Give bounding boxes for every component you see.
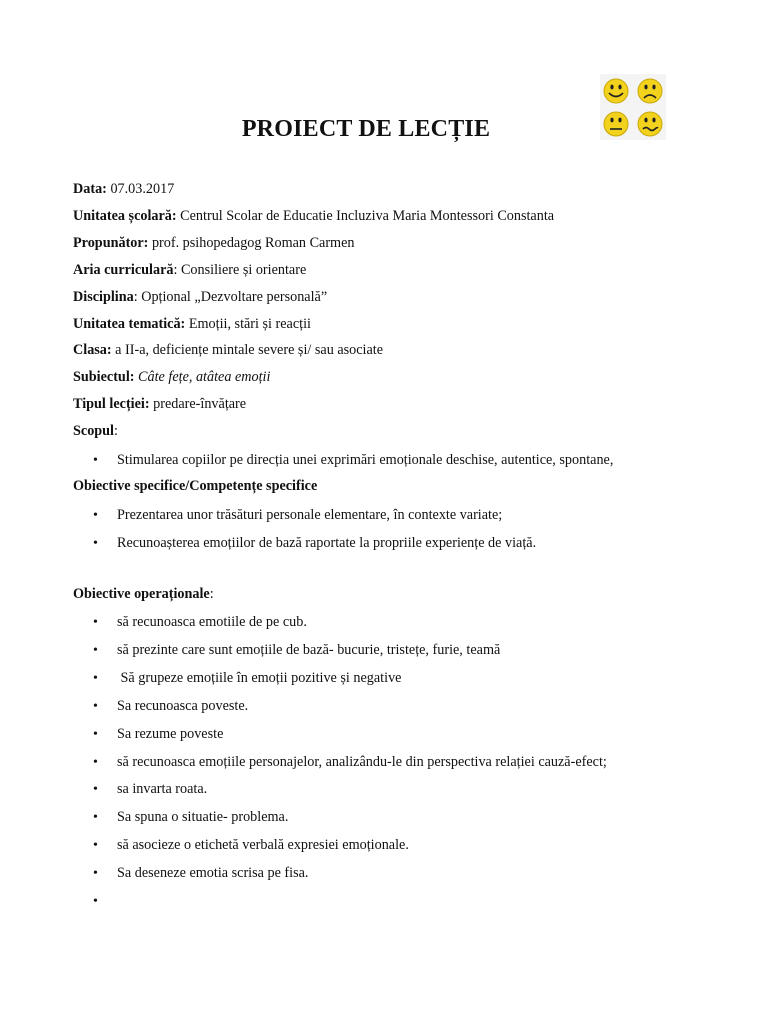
list-item: • să recunoasca emoțiile personajelor, analizându-le din perspectiva relației cauză-efect; [93, 754, 607, 770]
field-value: a II-a, deficiențe mintale severe și/ sau asociate [111, 342, 384, 358]
field-label: Subiectul: [73, 369, 135, 385]
field-value: Emoții, stări și reacții [185, 316, 311, 332]
bullet-icon: • [93, 671, 98, 686]
field-label: Tipul lecției: [73, 396, 150, 412]
bullet-icon: • [93, 755, 98, 770]
field-value: 07.03.2017 [106, 181, 175, 197]
field-scopul [73, 422, 118, 440]
field-clasa [73, 341, 383, 359]
list-item: • să recunoasca emotiile de pe cub. [93, 614, 307, 630]
field-value: : [114, 423, 118, 439]
list-item: • Sa deseneze emotia scrisa pe fisa. [93, 865, 309, 881]
list-item: • Prezentarea unor trăsături personale elementare, în contexte variate; [93, 507, 503, 523]
field-aria-curriculara [73, 261, 306, 279]
bullet-icon: • [93, 782, 98, 797]
bullet-icon: • [93, 508, 98, 523]
field-label: Scopul [73, 423, 115, 439]
bullet-icon: • [93, 866, 98, 881]
field-label: Clasa: [73, 342, 112, 358]
field-data [73, 180, 174, 198]
bullet-icon: • [93, 615, 98, 630]
field-label: Unitatea școlară: [73, 208, 177, 224]
list-item: • Stimularea copiilor pe direcția unei exprimări emoționale deschise, autentice, spontane, [93, 452, 614, 468]
list-item: • sa invarta roata. [93, 781, 208, 797]
bullet-icon: • [93, 643, 98, 658]
obiective-operationale-heading: Obiective operaționale: [73, 586, 214, 602]
field-unitatea-scolara [73, 207, 554, 225]
field-label: Disciplina [73, 289, 134, 305]
field-value: Câte fețe, atâtea emoții [134, 369, 271, 385]
bullet-icon: • [93, 838, 98, 853]
list-item: • Recunoașterea emoțiilor de bază raportate la propriile experiențe de viață. [93, 535, 537, 551]
bullet-icon: • [93, 894, 98, 909]
bullet-icon: • [93, 810, 98, 825]
list-item [93, 892, 117, 911]
list-item: • Sa recunoasca poveste. [93, 698, 249, 714]
bullet-icon: • [93, 536, 98, 551]
field-value: Centrul Scolar de Educatie Incluziva Maria Montessori Constanta [176, 208, 555, 224]
bullet-icon: • [93, 699, 98, 714]
bullet-icon: • [93, 727, 98, 742]
field-label: Aria curriculară [73, 262, 174, 278]
list-item: • Sa spuna o situatie- problema. [93, 809, 289, 825]
field-label: Data: [73, 181, 107, 197]
field-value: : Opțional „Dezvoltare personală” [133, 289, 328, 305]
list-item: • Să grupeze emoțiile în emoții pozitive și negative [93, 670, 402, 686]
field-label: Propunător: [73, 235, 149, 251]
field-value: : Consiliere și orientare [173, 262, 307, 278]
field-value: prof. psihopedagog Roman Carmen [148, 235, 355, 251]
bullet-icon: • [93, 453, 98, 468]
field-subiectul [73, 368, 270, 386]
obiective-specifice-heading: Obiective specifice/Competențe specifice [73, 478, 318, 494]
field-label: Unitatea tematică: [73, 316, 186, 332]
field-tipul-lectiei [73, 395, 246, 413]
list-item: • Sa rezume poveste [93, 726, 224, 742]
field-disciplina [73, 288, 327, 306]
list-item: • să asocieze o etichetă verbală expresiei emoționale. [93, 837, 409, 853]
field-unitatea-tematica [73, 315, 311, 333]
field-propunator [73, 234, 354, 252]
field-value: predare-învățare [149, 396, 247, 412]
page-title: PROIECT DE LECȚIE [241, 116, 491, 142]
list-item: • să prezinte care sunt emoțiile de bază- bucurie, tristețe, furie, teamă [93, 642, 501, 658]
